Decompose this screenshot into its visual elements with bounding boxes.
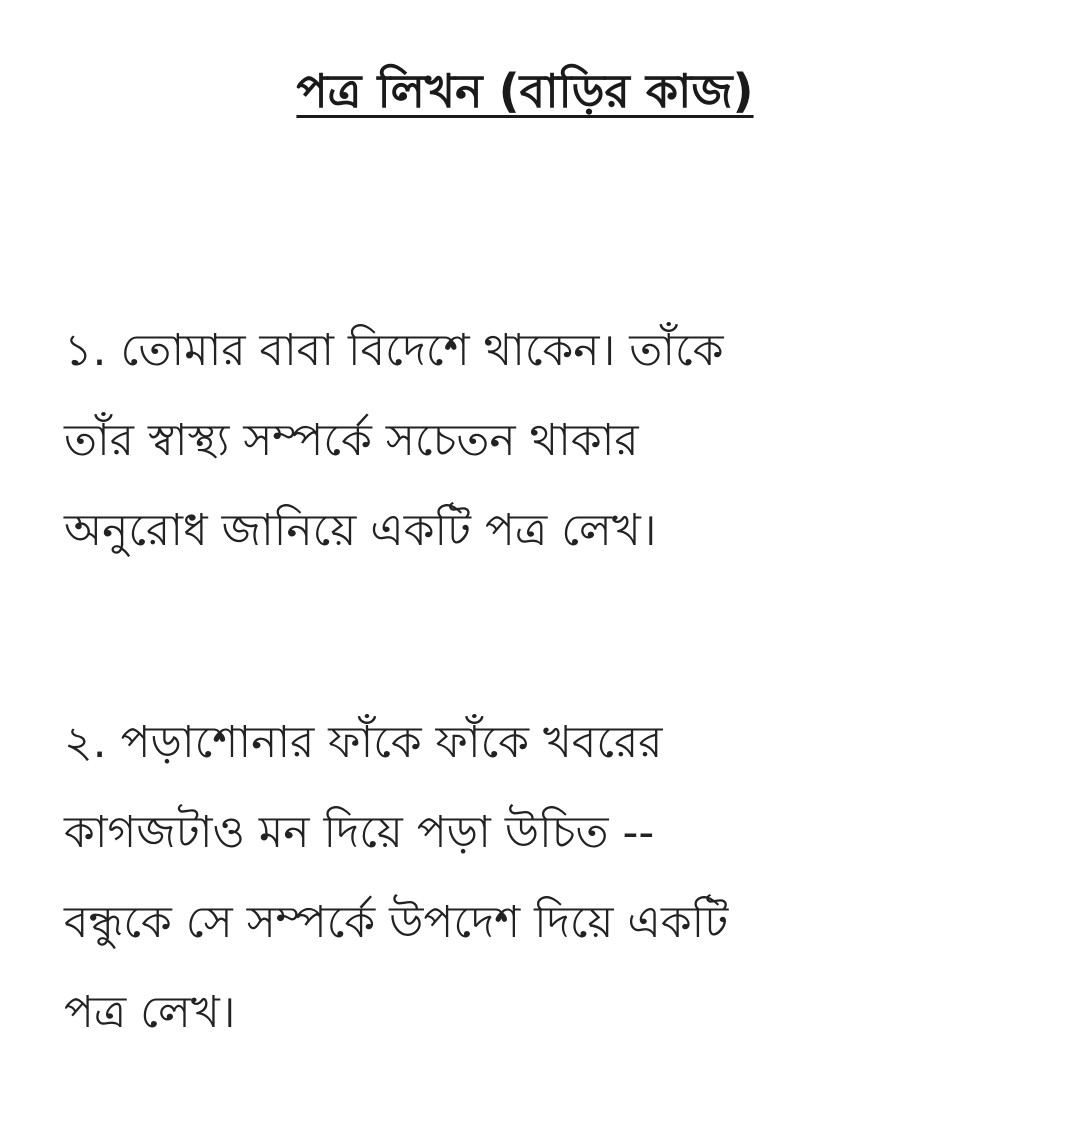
question-2-line-4: পত্র লেখ। (64, 987, 236, 1038)
question-1 (64, 306, 1024, 576)
question-2-line-3: বন্ধুকে সে সম্পর্কে উপদেশ দিয়ে একটি (64, 897, 729, 948)
question-2-line-2: কাগজটাও মন দিয়ে পড়া উচিত -- (64, 807, 655, 858)
page-title: পত্র লিখন (বাড়ির কাজ) (296, 64, 754, 118)
question-1-line-2: তাঁর স্বাস্থ্য সম্পর্কে সচেতন থাকার (64, 415, 639, 466)
question-2 (64, 698, 1024, 1058)
question-1-line-1: ১. তোমার বাবা বিদেশে থাকেন। তাঁকে (64, 325, 724, 376)
question-1-line-3: অনুরোধ জানিয়ে একটি পত্র লেখ। (64, 505, 657, 556)
question-2-line-1: ২. পড়াশোনার ফাঁকে ফাঁকে খবরের (64, 717, 663, 768)
